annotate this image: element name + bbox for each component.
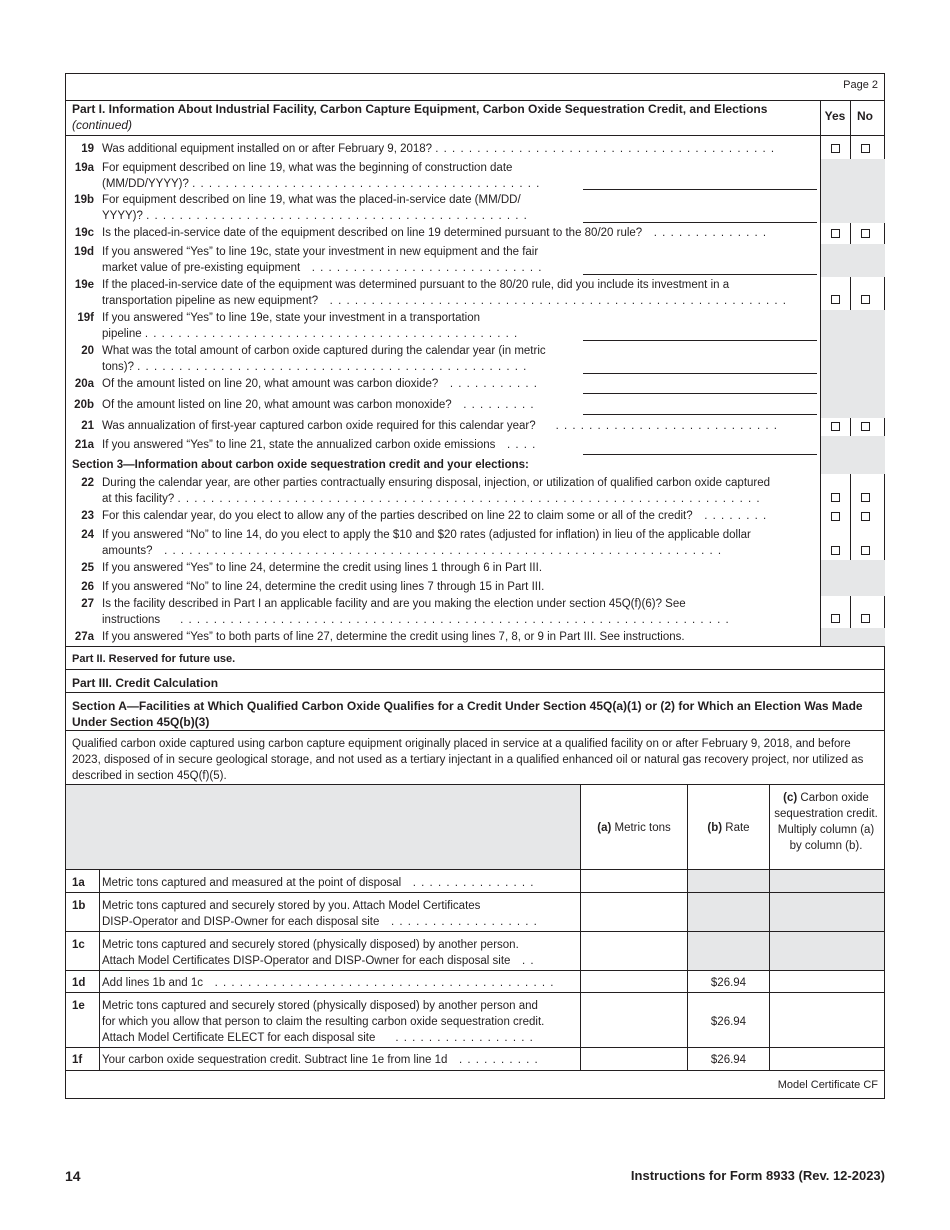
line-19c-no-checkbox[interactable]	[861, 229, 870, 238]
line-19f-text2: pipeline	[102, 328, 142, 340]
divider	[66, 970, 884, 971]
row-1e-rate: $26.94	[710, 1016, 747, 1028]
line-number: 26	[81, 581, 94, 593]
line-text: Is the placed-in-service date of the equipment described on line 19 determined pursuant to the 80/20 rule? . . . . . . . . . . . . . .	[102, 227, 768, 239]
shade	[821, 560, 885, 596]
line-text: If you answered “Yes” to line 19e, state your investment in a transportation pipeline . . . . . . . . . . . . . . . . . . . . . . . . . . . . . . . . . . . . . . . . . . . . .	[102, 312, 519, 340]
line-19-yes-checkbox[interactable]	[831, 144, 840, 153]
line-19b-text2: YYYY)?	[102, 210, 143, 222]
divider	[66, 1070, 884, 1071]
line-19-text: Was additional equipment installed on or after February 9, 2018?	[102, 143, 433, 155]
line-24-no-checkbox[interactable]	[861, 546, 870, 555]
line-text: For this calendar year, do you elect to allow any of the parties described on line 22 to claim some or all of the credit? . . . . . . . .	[102, 510, 768, 522]
line-text: What was the total amount of carbon oxide captured during the calendar year (in metric tons)? . . . . . . . . . . . . . . . . . . . . . . . . . . . . . . . . . . . . . . . . . . . . . . .	[102, 345, 546, 373]
row-text: Your carbon oxide sequestration credit. Subtract line 1e from line 1d . . . . . . . . . .	[102, 1054, 539, 1066]
part1-title	[72, 101, 812, 133]
page-number: 14	[65, 1168, 81, 1184]
line-number: 21	[81, 420, 94, 432]
divider	[66, 730, 884, 731]
line-24-yes-checkbox[interactable]	[831, 546, 840, 555]
shade	[688, 870, 769, 931]
line-19a-answer-field[interactable]	[583, 189, 817, 190]
row-number: 1c	[72, 939, 85, 951]
row-1c-text2: Attach Model Certificates DISP-Operator and DISP-Owner for each disposal site	[102, 955, 511, 967]
row-1d-rate: $26.94	[710, 977, 747, 989]
line-21-text: Was annualization of first-year captured carbon oxide required for this calendar year?	[102, 420, 536, 432]
part1-title-text: Part I. Information About Industrial Facility, Carbon Capture Equipment, Carbon Oxide Sequestration Credit, and Elections	[72, 102, 768, 116]
line-number: 27a	[74, 631, 94, 643]
line-22-text1: During the calendar year, are other parties contractually ensuring disposal, injection, or utilization of qualified carbon oxide captured	[102, 477, 771, 489]
line-number: 19a	[74, 162, 94, 174]
line-number: 27	[81, 598, 94, 610]
section-3-title: Section 3—Information about carbon oxide sequestration credit and your elections:	[72, 459, 529, 471]
line-text: Was additional equipment installed on or after February 9, 2018? . . . . . . . . . . . . . . . . . . . . . . . . . . . . . . . . . . . . . . . . .	[102, 143, 776, 155]
section-a-intro: Qualified carbon oxide captured using carbon capture equipment originally placed in service at a qualified facility on or after February 9, 2018, and before 2023, disposed of in secure geological storage, and not used as a tertiary injectant in a qualified enhanced oil or natural gas recovery project, nor utilized as described in section 45Q(f)(5).	[72, 738, 864, 782]
row-text: Metric tons captured and securely stored (physically disposed) by another person and for which you allow that person to claim the resulting carbon oxide sequestration credit. Attach Model Certificate ELECT for each disposal site . . . . . . . . . . . . . . . . .	[102, 1000, 545, 1044]
line-19d-text2: market value of pre-existing equipment	[102, 262, 301, 274]
line-19b-answer-field[interactable]	[583, 222, 817, 223]
line-20-text2: tons)?	[102, 361, 134, 373]
line-text: If you answered “No” to line 14, do you elect to apply the $10 and $20 rates (adjusted for inflation) in lieu of the applicable dollar amounts? . . . . . . . . . . . . . . . . . . . . . . . . . . . . . . . . . . . . . . . . . . . . . . . . . . . . . . . . . . . . . . . . . . .	[102, 529, 751, 557]
shade	[821, 628, 885, 646]
line-21-yes-checkbox[interactable]	[831, 422, 840, 431]
line-24-text2: amounts?	[102, 545, 153, 557]
line-text: Was annualization of first-year captured carbon oxide required for this calendar year? . . . . . . . . . . . . . . . . . . . . . . . . . . .	[102, 420, 778, 432]
line-20b-text: Of the amount listed on line 20, what amount was carbon monoxide?	[102, 399, 452, 411]
row-number: 1b	[72, 900, 86, 912]
row-1e-text2: for which you allow that person to claim the resulting carbon oxide sequestration credit.	[102, 1016, 545, 1028]
form-page-frame	[65, 73, 885, 1099]
line-23-text: For this calendar year, do you elect to allow any of the parties described on line 22 to claim some or all of the credit?	[102, 510, 693, 522]
model-certificate-label: Model Certificate CF	[777, 1079, 878, 1091]
line-text: Is the facility described in Part I an applicable facility and are you making the election under section 45Q(f)(6)? See instructions . . . . . . . . . . . . . . . . . . . . . . . . . . . . . . . . . . . . . . . . . . . . . . . . . . . . . . . . . . . . . . . . . .	[102, 598, 730, 626]
line-text: During the calendar year, are other parties contractually ensuring disposal, injection, or utilization of qualified carbon oxide captured at this facility? . . . . . . . . . . . . . . . . . . . . . . . . . . . . . . . . . . . . . . . . . . . . . . . . . . . . . . . . . . . . . . . . . . . . . .	[102, 477, 771, 505]
row-1f-rate: $26.94	[710, 1054, 747, 1066]
part1-continued: (continued)	[72, 118, 133, 132]
line-number: 21a	[74, 439, 94, 451]
line-19c-text: Is the placed-in-service date of the equipment described on line 19 determined pursuant to the 80/20 rule?	[102, 227, 643, 239]
shade	[821, 244, 885, 277]
line-number: 20b	[74, 399, 94, 411]
col-a-label: (a)	[597, 822, 612, 834]
col-b-text: Rate	[722, 822, 750, 834]
line-27a-text: If you answered “Yes” to both parts of line 27, determine the credit using lines 7, 8, or 9 in Part III. See instructions.	[102, 631, 685, 643]
row-1e-text1: Metric tons captured and securely stored (physically disposed) by another person and	[102, 1000, 538, 1012]
line-23-yes-checkbox[interactable]	[831, 512, 840, 521]
line-23-no-checkbox[interactable]	[861, 512, 870, 521]
shade	[821, 436, 885, 474]
line-text: Of the amount listed on line 20, what amount was carbon monoxide? . . . . . . . . .	[102, 399, 535, 411]
line-20b-answer-field[interactable]	[583, 414, 817, 415]
col-b-label: (b)	[707, 822, 723, 834]
line-19f-text1: If you answered “Yes” to line 19e, state your investment in a transportation	[102, 312, 481, 324]
col-b-header	[688, 820, 769, 836]
row-text: Metric tons captured and securely stored by you. Attach Model Certificates DISP-Operator and DISP-Owner for each disposal site . . . . . . . . . . . . . . . . . .	[102, 900, 538, 928]
shade	[770, 870, 884, 970]
divider	[66, 1047, 884, 1048]
line-number: 22	[81, 477, 94, 489]
col-a-text: Metric tons	[611, 822, 671, 834]
page-label: Page 2	[843, 79, 878, 91]
row-text: Metric tons captured and securely stored (physically disposed) by another person. Attach Model Certificates DISP-Operator and DISP-Owner for each disposal site . .	[102, 939, 535, 967]
line-19f-answer-field[interactable]	[583, 340, 817, 341]
line-text: For equipment described on line 19, what was the placed-in-service date (MM/DD/ YYYY)? . . . . . . . . . . . . . . . . . . . . . . . . . . . . . . . . . . . . . . . . . . . . . .	[102, 194, 528, 222]
line-number: 19e	[74, 279, 94, 291]
divider	[66, 692, 884, 693]
row-1b-text1: Metric tons captured and securely stored by you. Attach Model Certificates	[102, 900, 481, 912]
col-a-header	[581, 820, 687, 836]
row-1c-text1: Metric tons captured and securely stored (physically disposed) by another person.	[102, 939, 519, 951]
footer-title: Instructions for Form 8933 (Rev. 12-2023)	[630, 1168, 885, 1183]
col-c-header	[772, 790, 880, 854]
line-19d-answer-field[interactable]	[583, 274, 817, 275]
row-1f-text: Your carbon oxide sequestration credit. Subtract line 1e from line 1d	[102, 1054, 448, 1066]
line-24-text1: If you answered “No” to line 14, do you elect to apply the $10 and $20 rates (adjusted for inflation) in lieu of the applicable dollar	[102, 529, 751, 541]
line-20a-text: Of the amount listed on line 20, what amount was carbon dioxide?	[102, 378, 439, 390]
line-number: 25	[81, 562, 94, 574]
part3-title: Part III. Credit Calculation	[72, 676, 219, 690]
part2-title: Part II. Reserved for future use.	[72, 653, 236, 665]
line-20-answer-field[interactable]	[583, 373, 817, 374]
line-19b-text1: For equipment described on line 19, what was the placed-in-service date (MM/DD/	[102, 194, 521, 206]
yes-header: Yes	[824, 109, 846, 123]
line-text: If the placed-in-service date of the equipment was determined pursuant to the 80/20 rule, did you include its investment in a transportation pipeline as new equipment? . . . . . . . . . . . . . . . . . . . . . . . . . . . . . . . . . . . . . . . . . . . . . . . . . . . . . . .	[102, 279, 787, 307]
line-27-yes-checkbox[interactable]	[831, 614, 840, 623]
shade	[821, 310, 885, 418]
line-19d-text1: If you answered “Yes” to line 19c, state your investment in new equipment and the fair	[102, 246, 539, 258]
shade	[688, 932, 769, 970]
line-19-no-checkbox[interactable]	[861, 144, 870, 153]
line-number: 23	[81, 510, 94, 522]
row-number: 1a	[72, 877, 85, 889]
line-27-text1: Is the facility described in Part I an applicable facility and are you making the election under section 45Q(f)(6)? See	[102, 598, 686, 610]
line-number: 19b	[74, 194, 94, 206]
no-header: No	[857, 109, 873, 123]
line-number: 20	[81, 345, 94, 357]
divider	[66, 646, 884, 647]
line-21a-answer-field[interactable]	[583, 454, 817, 455]
row-number: 1e	[72, 1000, 85, 1012]
row-text: Add lines 1b and 1c . . . . . . . . . . . . . . . . . . . . . . . . . . . . . . . . . . . . . . . . .	[102, 977, 555, 989]
line-27-text2: instructions	[102, 614, 161, 626]
line-text: For equipment described on line 19, what was the beginning of construction date (MM/DD/YYYY)? . . . . . . . . . . . . . . . . . . . . . . . . . . . . . . . . . . . . . . . . . .	[102, 162, 541, 190]
line-20-text1: What was the total amount of carbon oxide captured during the calendar year (in metric	[102, 345, 546, 357]
line-25-text: If you answered “Yes” to line 24, determine the credit using lines 1 through 6 in Part III.	[102, 562, 543, 574]
line-22-no-checkbox[interactable]	[861, 493, 870, 502]
line-number: 19d	[74, 246, 94, 258]
shade	[821, 159, 885, 223]
line-number: 19f	[77, 312, 94, 324]
line-number: 19c	[74, 227, 94, 239]
row-number: 1f	[72, 1054, 83, 1066]
row-1b-text2: DISP-Operator and DISP-Owner for each disposal site	[102, 916, 380, 928]
line-number: 24	[81, 529, 94, 541]
line-text: If you answered “Yes” to line 21, state the annualized carbon oxide emissions . . . .	[102, 439, 537, 451]
divider	[66, 892, 884, 893]
header-shade	[66, 785, 580, 869]
divider	[66, 669, 884, 670]
line-19e-yes-checkbox[interactable]	[831, 295, 840, 304]
line-21-no-checkbox[interactable]	[861, 422, 870, 431]
row-1e-text3: Attach Model Certificate ELECT for each disposal site	[102, 1032, 376, 1044]
line-19c-yes-checkbox[interactable]	[831, 229, 840, 238]
line-number: 20a	[74, 378, 94, 390]
line-19a-text2: (MM/DD/YYYY)?	[102, 178, 189, 190]
line-19e-no-checkbox[interactable]	[861, 295, 870, 304]
line-number: 19	[81, 143, 94, 155]
line-text: If you answered “Yes” to line 19c, state your investment in new equipment and the fair market value of pre-existing equipment . . . . . . . . . . . . . . . . . . . . . . . . . . . .	[102, 246, 543, 274]
line-21a-text: If you answered “Yes” to line 21, state the annualized carbon oxide emissions	[102, 439, 496, 451]
divider	[66, 135, 884, 136]
line-26-text: If you answered “No” to line 24, determine the credit using lines 7 through 15 in Part III.	[102, 581, 545, 593]
row-1a-text: Metric tons captured and measured at the point of disposal	[102, 877, 402, 889]
line-19a-text1: For equipment described on line 19, what was the beginning of construction date	[102, 162, 513, 174]
line-22-text2: at this facility?	[102, 493, 175, 505]
line-19e-text2: transportation pipeline as new equipment?	[102, 295, 319, 307]
divider	[66, 992, 884, 993]
line-text: Of the amount listed on line 20, what amount was carbon dioxide? . . . . . . . . . . .	[102, 378, 538, 390]
line-27-no-checkbox[interactable]	[861, 614, 870, 623]
col-c-label: (c)	[783, 792, 798, 804]
row-1d-text: Add lines 1b and 1c	[102, 977, 204, 989]
section-a-title: Section A—Facilities at Which Qualified Carbon Oxide Qualifies for a Credit Under Section 45Q(a)(1) or (2) for Which an Election Was Made Under Section 45Q(b)(3)	[72, 699, 863, 729]
row-number: 1d	[72, 977, 86, 989]
col-c-text: Carbon oxide sequestration credit. Multiply column (a) by column (b).	[774, 792, 878, 852]
line-20a-answer-field[interactable]	[583, 393, 817, 394]
row-text: Metric tons captured and measured at the point of disposal . . . . . . . . . . . . . . .	[102, 877, 535, 889]
line-19e-text1: If the placed-in-service date of the equipment was determined pursuant to the 80/20 rule, did you include its investment in a	[102, 279, 730, 291]
line-22-yes-checkbox[interactable]	[831, 493, 840, 502]
